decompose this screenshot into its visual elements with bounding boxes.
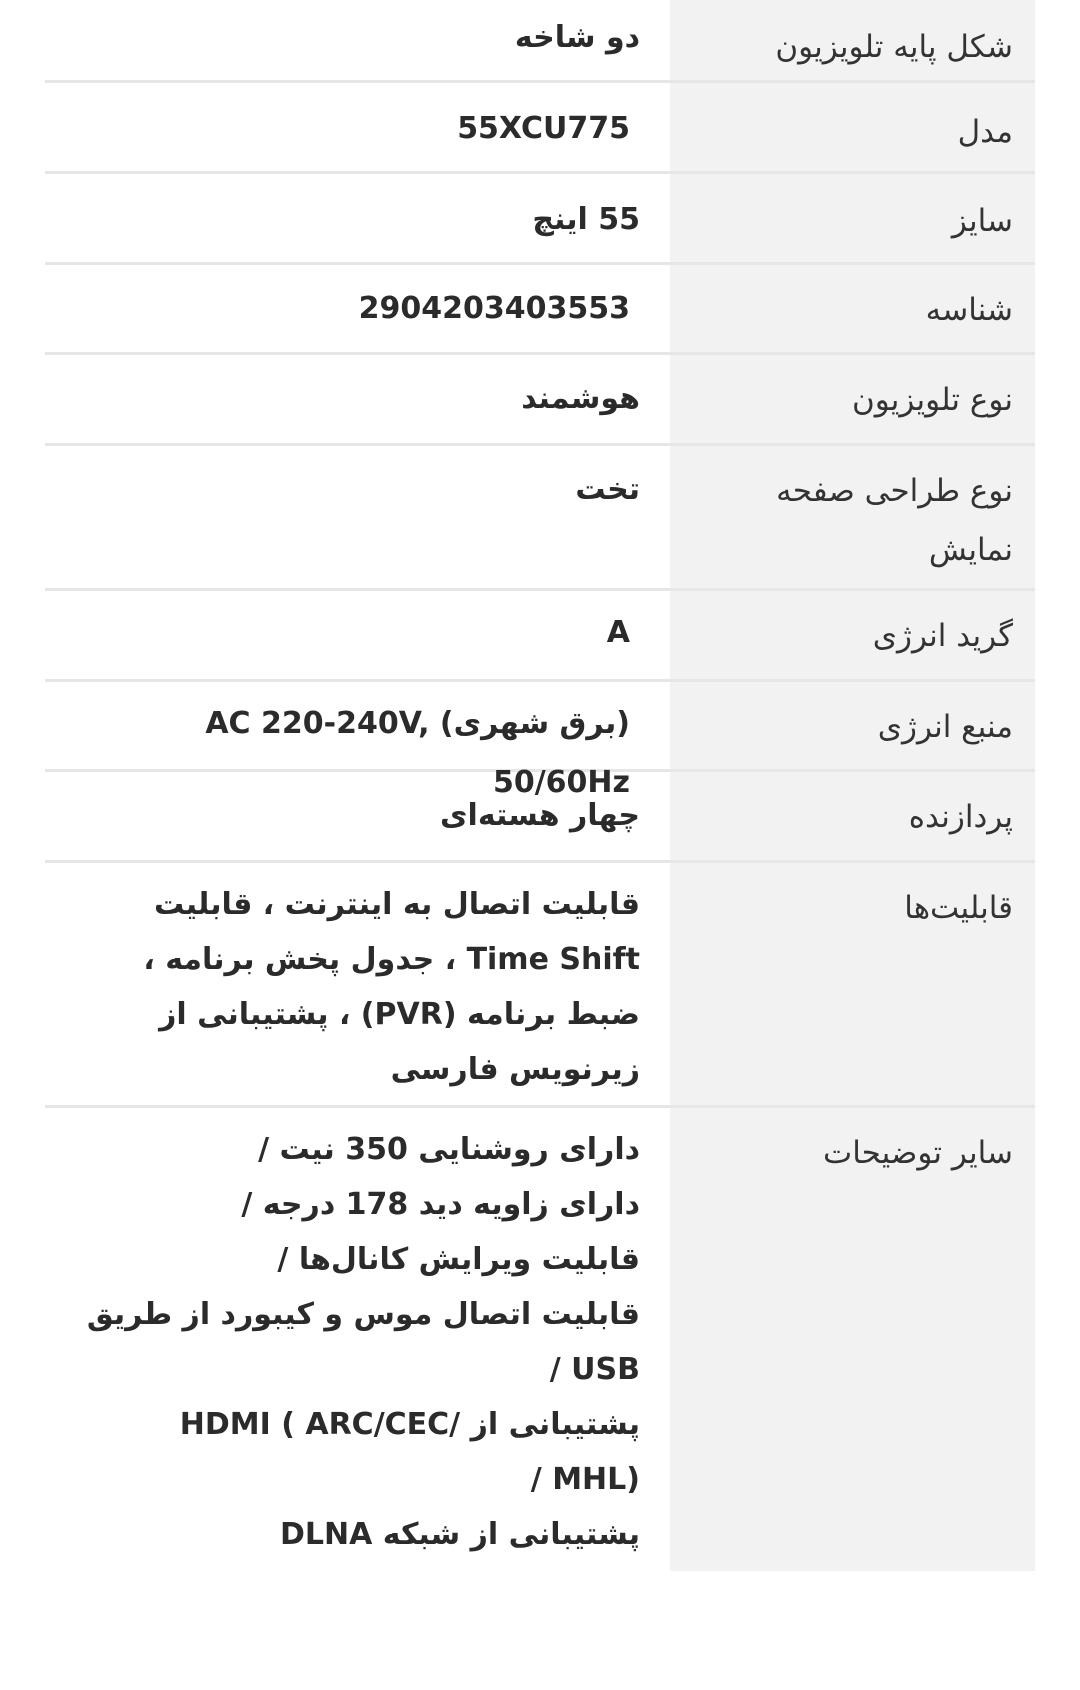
note-line: پشتیبانی از شبکه DLNA [279, 1517, 640, 1552]
spec-value: قابلیت اتصال به اینترنت ، قابلیت Time Shift ، جدول پخش برنامه ، ضبط برنامه (PVR) ، پشتیبانی از زیرنویس فارسی [143, 887, 640, 1087]
spec-value: (برق شهری) AC 220-240V, 50/60Hz [205, 706, 630, 800]
spec-row-energy-grade [45, 591, 1035, 682]
spec-row-power-source [45, 682, 1035, 800]
spec-row-features [45, 863, 1035, 1108]
spec-value: چهار هسته‌ای [440, 798, 640, 833]
spec-key: سایر توضیحات [670, 1108, 1035, 1571]
spec-table [45, 0, 1035, 1571]
spec-key: نوع تلویزیون [670, 355, 1035, 443]
note-line: قابلیت ویرایش کانال‌ها / [277, 1242, 640, 1277]
spec-key: گرید انرژی [670, 591, 1035, 679]
spec-key: شناسه [670, 265, 1035, 352]
spec-row-screen-design [45, 446, 1035, 591]
spec-key: قابلیت‌ها [670, 863, 1035, 1105]
spec-value: 2904203403553 [358, 291, 630, 326]
spec-key: سایز [670, 174, 1035, 262]
spec-key: شکل پایه تلویزیون [670, 0, 1035, 80]
note-line: دارای روشنایی 350 نیت / [258, 1132, 640, 1167]
spec-key: منبع انرژی [670, 682, 1035, 769]
note-line: قابلیت اتصال موس و کیبورد از طریق USB / [86, 1297, 640, 1387]
spec-value: 55XCU775 [457, 111, 630, 146]
spec-value [45, 1108, 670, 1571]
spec-value: A [606, 615, 630, 650]
note-line: دارای زاویه دید 178 درجه / [241, 1187, 640, 1222]
spec-row-stand-shape [45, 0, 1035, 83]
spec-row-processor [45, 772, 1035, 863]
spec-value: دو شاخه [514, 20, 640, 55]
spec-key: نوع طراحی صفحه نمایش [670, 446, 1035, 588]
spec-row-id [45, 265, 1035, 355]
spec-value: هوشمند [521, 381, 640, 416]
spec-value: 55 اینچ [532, 202, 640, 237]
spec-key: مدل [670, 83, 1035, 171]
spec-row-model [45, 83, 1035, 174]
spec-row-size [45, 174, 1035, 265]
spec-row-tv-type [45, 355, 1035, 446]
spec-value: تخت [575, 472, 640, 507]
note-line: پشتیبانی از HDMI ( ARC/CEC/ MHL) / [179, 1407, 640, 1497]
spec-key: پردازنده [670, 772, 1035, 860]
spec-row-other-notes [45, 1108, 1035, 1571]
